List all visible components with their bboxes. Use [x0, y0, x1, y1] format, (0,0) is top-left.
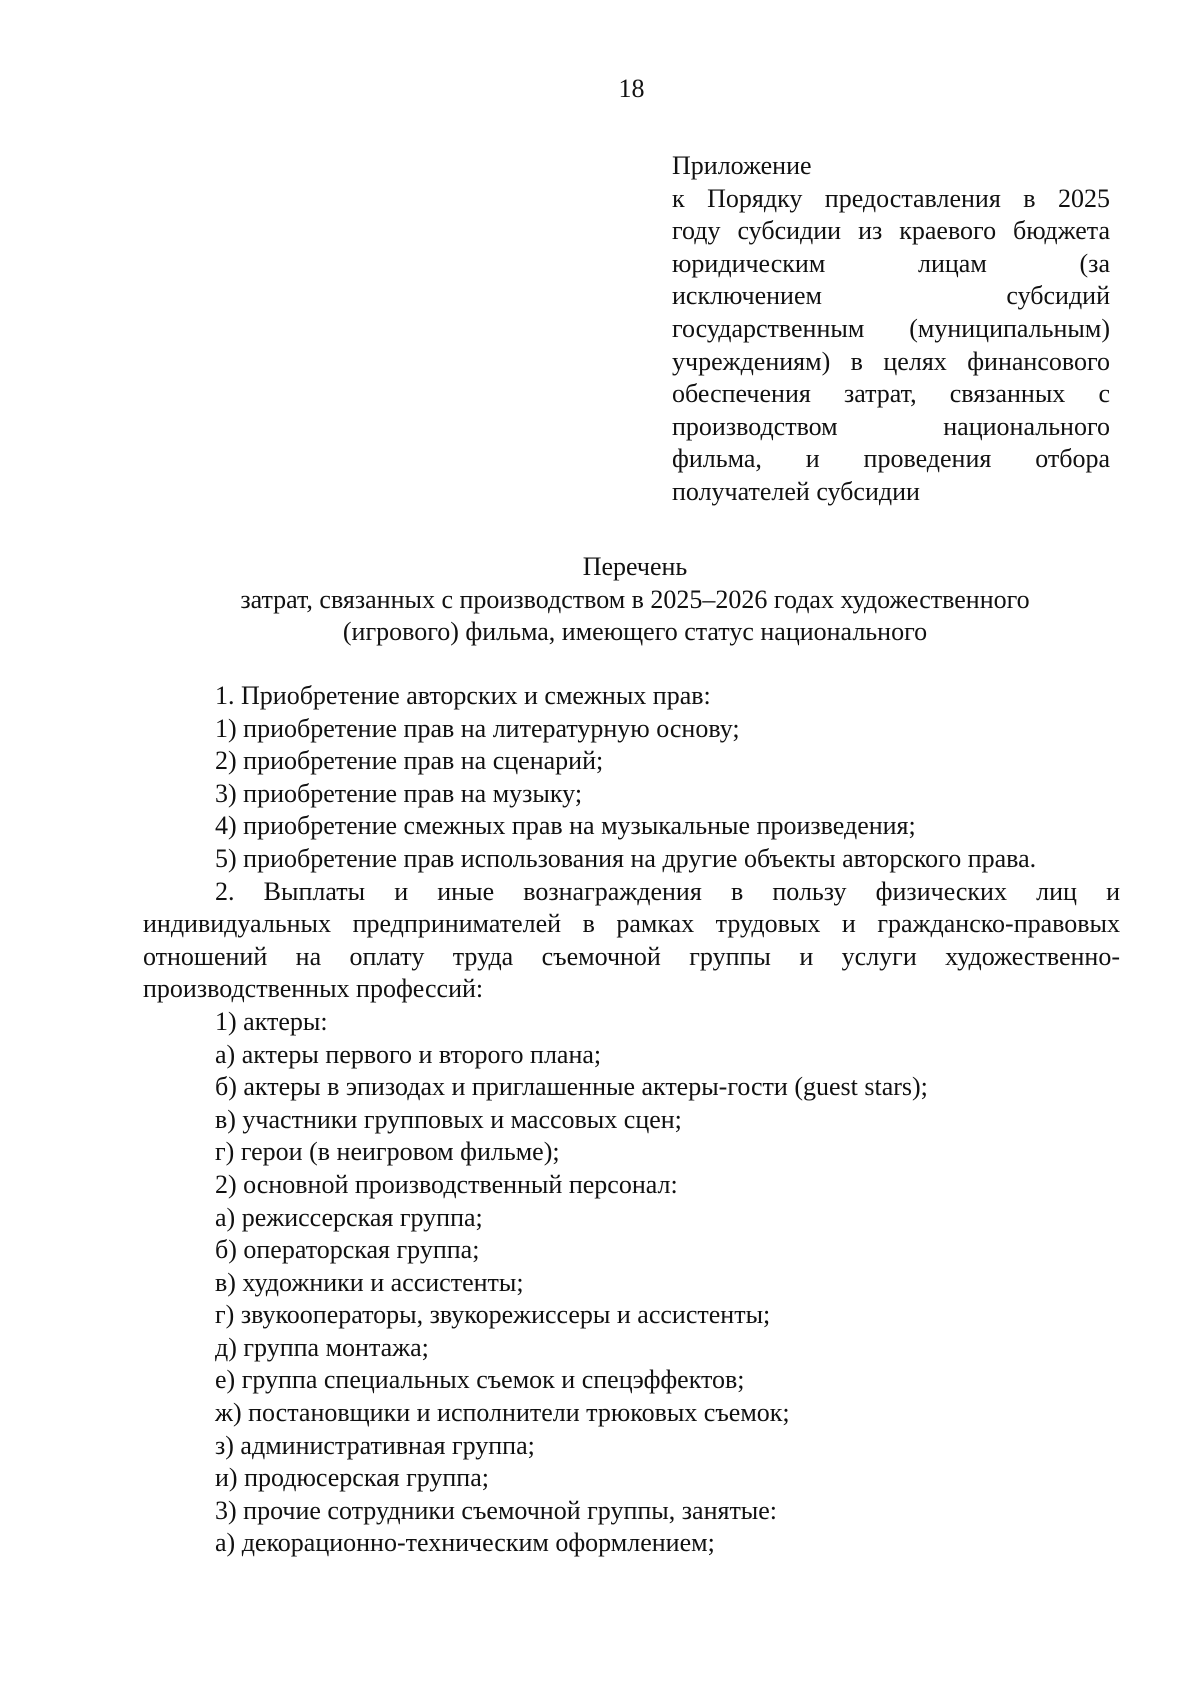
list-item: 5) приобретение прав использования на другие объекты авторского права.	[215, 843, 1037, 873]
title-heading: Перечень	[582, 552, 688, 581]
list-item: д) группа монтажа;	[215, 1332, 429, 1362]
appendix-line: Приложение	[672, 151, 812, 180]
list-item: з) административная группа;	[215, 1430, 535, 1460]
list-item: ж) постановщики и исполнители трюковых съемок;	[215, 1398, 790, 1428]
list-item: 2. Выплаты и иные вознаграждения в пользу физических лиц и	[215, 876, 1120, 906]
appendix-line: получателей субсидии	[672, 476, 920, 506]
title-subheading: (игрового) фильма, имеющего статус национального	[342, 617, 928, 647]
document-title	[140, 551, 1130, 649]
appendix-line: году субсидии из краевого бюджета	[672, 216, 1110, 246]
list-item: и) продюсерская группа;	[215, 1463, 489, 1493]
list-item: отношений на оплату труда съемочной группы и услуги художественно-	[143, 941, 1120, 971]
list-item: 2) основной производственный персонал:	[215, 1169, 678, 1199]
list-item: индивидуальных предпринимателей в рамках трудовых и гражданско-правовых	[143, 909, 1120, 939]
list-item: 1. Приобретение авторских и смежных прав:	[215, 681, 711, 710]
list-item: 1) актеры:	[215, 1006, 328, 1036]
appendix-line: производством национального	[672, 411, 1110, 441]
appendix-line: государственным (муниципальным)	[672, 313, 1110, 343]
appendix-line: к Порядку предоставления в 2025	[672, 183, 1110, 213]
list-item: в) художники и ассистенты;	[215, 1267, 524, 1297]
list-item: 4) приобретение смежных прав на музыкальные произведения;	[215, 811, 916, 841]
list-item: 3) прочие сотрудники съемочной группы, занятые:	[215, 1495, 778, 1525]
list-item: а) декорационно-техническим оформлением;	[215, 1528, 715, 1558]
list-item: 2) приобретение прав на сценарий;	[215, 746, 604, 776]
list-item: б) актеры в эпизодах и приглашенные актеры-гости (guest stars);	[215, 1072, 928, 1102]
appendix-line: учреждениям) в целях финансового	[672, 346, 1110, 376]
appendix-block	[672, 150, 1110, 509]
appendix-line: исключением субсидий	[672, 281, 1110, 311]
list-item: а) режиссерская группа;	[215, 1202, 483, 1232]
appendix-line: обеспечения затрат, связанных с	[672, 379, 1110, 409]
list-item: 3) приобретение прав на музыку;	[215, 778, 583, 808]
cost-list	[143, 680, 1120, 1560]
list-item: производственных профессий:	[143, 974, 484, 1004]
list-item: е) группа специальных съемок и спецэффектов;	[215, 1365, 745, 1395]
list-item: а) актеры первого и второго плана;	[215, 1039, 602, 1069]
page-number: 18	[618, 74, 645, 103]
appendix-line: фильма, и проведения отбора	[672, 444, 1110, 474]
list-item: г) звукооператоры, звукорежиссеры и ассистенты;	[215, 1300, 771, 1330]
list-item: г) герои (в неигровом фильме);	[215, 1137, 560, 1167]
list-item: 1) приобретение прав на литературную основу;	[215, 713, 740, 743]
appendix-line: юридическим лицам (за	[672, 248, 1110, 278]
title-subheading: затрат, связанных с производством в 2025–2026 годах художественного	[240, 584, 1030, 614]
list-item: в) участники групповых и массовых сцен;	[215, 1104, 682, 1134]
list-item: б) операторская группа;	[215, 1235, 480, 1265]
